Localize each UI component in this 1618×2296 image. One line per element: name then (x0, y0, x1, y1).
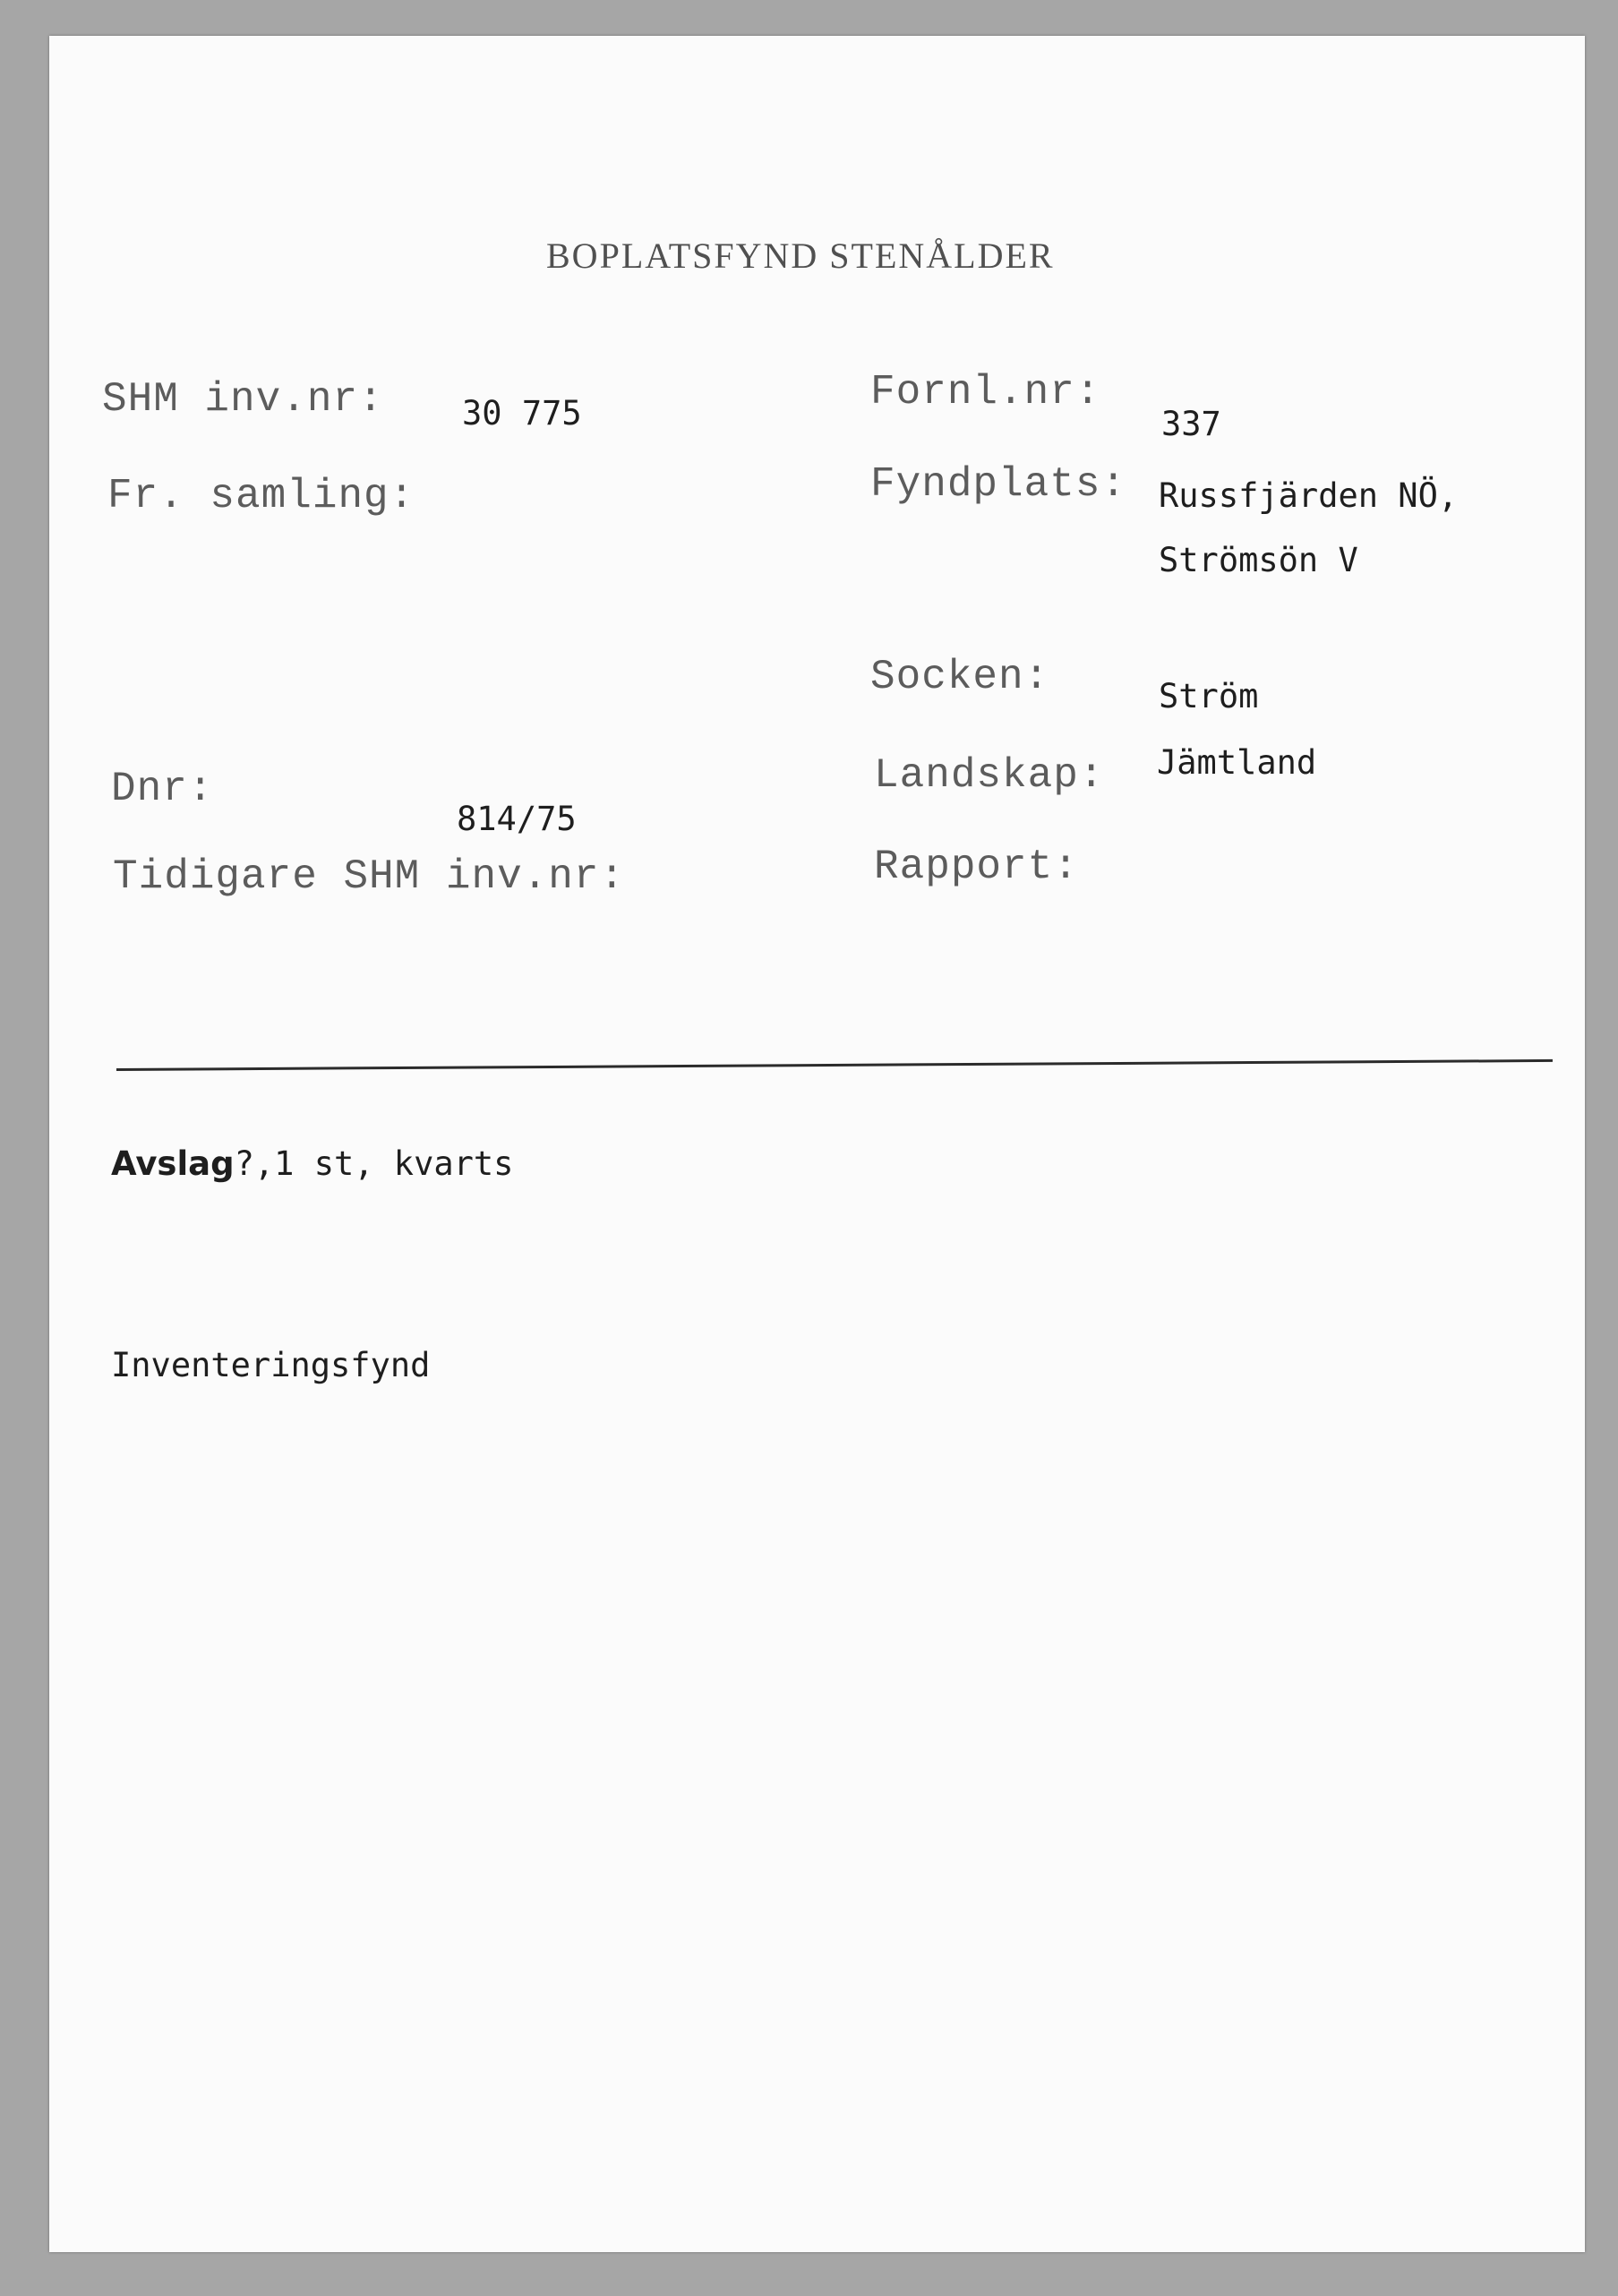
fyndplats-value-line1: Russfjärden NÖ, (1159, 476, 1459, 515)
landskap-value: Jämtland (1157, 743, 1317, 782)
dnr-label: Dnr: (111, 766, 214, 812)
finds-description (111, 1144, 513, 1183)
finds-details: ?,1 st, kvarts (234, 1144, 514, 1183)
socken-value: Ström (1159, 677, 1259, 715)
fyndplats-label: Fyndplats: (870, 461, 1127, 508)
tidigare-shm-inv-nr-label: Tidigare SHM inv.nr: (113, 853, 626, 900)
shm-inv-nr-value: 30 775 (462, 394, 582, 433)
dnr-value: 814/75 (457, 800, 577, 838)
fyndplats-value-line2: Strömsön V (1159, 541, 1358, 579)
card-title: BOPLATSFYND STENÅLDER (546, 236, 1055, 276)
fornl-nr-value: 337 (1161, 405, 1221, 443)
finds-term: Avslag (111, 1144, 235, 1183)
fornl-nr-label: Fornl.nr: (870, 369, 1101, 416)
fr-samling-label: Fr. samling: (107, 473, 415, 519)
socken-label: Socken: (870, 654, 1050, 700)
rapport-label: Rapport: (874, 844, 1079, 890)
note-text: Inventeringsfynd (111, 1346, 431, 1384)
landskap-label: Landskap: (874, 752, 1105, 799)
shm-inv-nr-label: SHM inv.nr: (102, 376, 384, 423)
